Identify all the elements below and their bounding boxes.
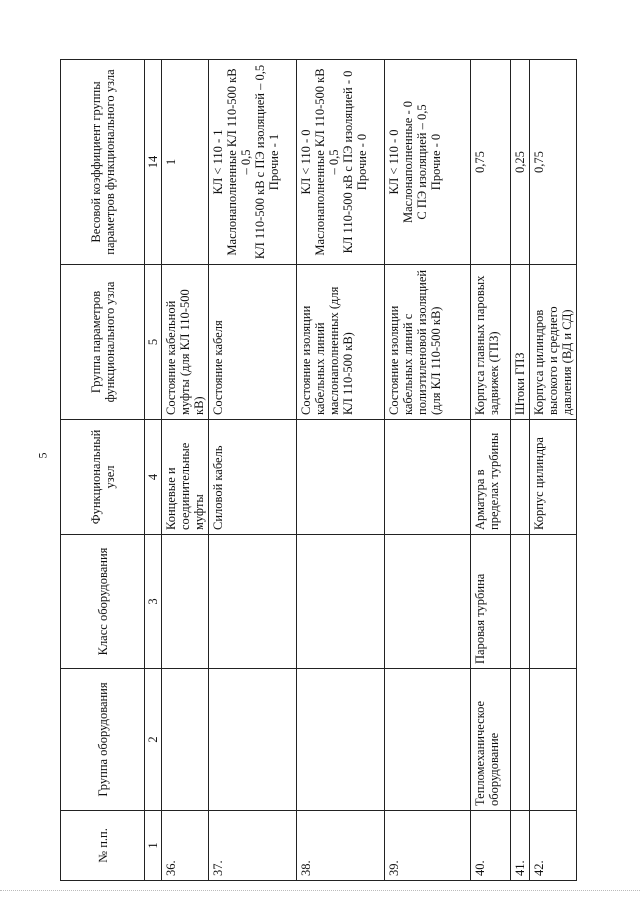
- colnum-4: 4: [145, 420, 162, 535]
- cell-param: Состояние кабельной муфты (для КЛ 110-500 кВ): [162, 265, 209, 420]
- header-group: Группа оборудования: [61, 669, 145, 811]
- cell-class: [297, 535, 385, 669]
- cell-node: Силовой кабель: [209, 420, 297, 535]
- cell-param: Состояние изоляции кабельных линий маслонаполненных (для КЛ 110-500 кВ): [297, 265, 385, 420]
- cell-param: Состояние кабеля: [209, 265, 297, 420]
- colnum-2: 2: [145, 669, 162, 811]
- table-row: [209, 60, 297, 881]
- colnum-5: 5: [145, 265, 162, 420]
- header-class: Класс оборудования: [61, 535, 145, 669]
- cell-group: [297, 669, 385, 811]
- equipment-table: [60, 59, 577, 881]
- table-row: [297, 60, 385, 881]
- cell-class: [385, 535, 471, 669]
- cell-num: 42.: [530, 811, 577, 881]
- cell-class: [511, 535, 530, 669]
- page-number: 5: [35, 452, 50, 459]
- cell-num: 36.: [162, 811, 209, 881]
- cell-group: [162, 669, 209, 811]
- cell-class: [162, 535, 209, 669]
- cell-weight: КЛ < 110 - 0 Маслонаполненные КЛ 110-500 кВ – 0,5 КЛ 110-500 кВ с ПЭ изоляцией - 0 Прочие - 0: [297, 60, 385, 265]
- cell-node: Концевые и соединительные муфты: [162, 420, 209, 535]
- cell-node: [385, 420, 471, 535]
- cell-param: Штоки ГПЗ: [511, 265, 530, 420]
- table-row: [385, 60, 471, 881]
- table-row: [471, 60, 511, 881]
- cell-weight: 0,25: [511, 60, 530, 265]
- header-param: Группа параметров функционального узла: [61, 265, 145, 420]
- cell-weight: КЛ < 110 - 1 Маслонаполненные КЛ 110-500 кВ – 0,5 КЛ 110-500 кВ с ПЭ изоляцией – 0,5 Прочие - 1: [209, 60, 297, 265]
- cell-class: Паровая турбина: [471, 535, 511, 669]
- cell-node: Корпус цилиндра: [530, 420, 577, 535]
- header-node: Функциональный узел: [61, 420, 145, 535]
- cell-num: 41.: [511, 811, 530, 881]
- cell-weight: 1: [162, 60, 209, 265]
- cell-class: [530, 535, 577, 669]
- cell-node: Арматура в пределах турбины: [471, 420, 511, 535]
- header-weight: Весовой коэффициент группы параметров функционального узла: [61, 60, 145, 265]
- table-body: [162, 60, 577, 881]
- cell-group: [209, 669, 297, 811]
- table-row: [530, 60, 577, 881]
- cell-weight: КЛ < 110 - 0 Маслонаполненные - 0 С ПЭ изоляцией – 0,5 Прочие - 0: [385, 60, 471, 265]
- cell-class: [209, 535, 297, 669]
- cell-group: [530, 669, 577, 811]
- header-num: № п.п.: [61, 811, 145, 881]
- cell-num: 37.: [209, 811, 297, 881]
- cell-node: [297, 420, 385, 535]
- table-row: [162, 60, 209, 881]
- cell-group: [511, 669, 530, 811]
- cell-weight: 0,75: [530, 60, 577, 265]
- cell-param: Корпуса главных паровых задвижек (ГПЗ): [471, 265, 511, 420]
- cell-num: 39.: [385, 811, 471, 881]
- cell-group: [385, 669, 471, 811]
- cell-weight: 0,75: [471, 60, 511, 265]
- rotated-table-wrapper: [60, 60, 574, 881]
- cell-group: Тепломеханическое оборудование: [471, 669, 511, 811]
- table-row: [511, 60, 530, 881]
- cell-param: Состояние изоляции кабельных линий с полиэтиленовой изоляцией (для КЛ 110-500 кВ): [385, 265, 471, 420]
- cell-node: [511, 420, 530, 535]
- cell-num: 40.: [471, 811, 511, 881]
- colnum-1: 1: [145, 811, 162, 881]
- colnum-14: 14: [145, 60, 162, 265]
- colnum-3: 3: [145, 535, 162, 669]
- cell-num: 38.: [297, 811, 385, 881]
- footer-divider: [0, 890, 640, 899]
- cell-param: Корпуса цилиндров высокого и среднего давления (ВД и СД): [530, 265, 577, 420]
